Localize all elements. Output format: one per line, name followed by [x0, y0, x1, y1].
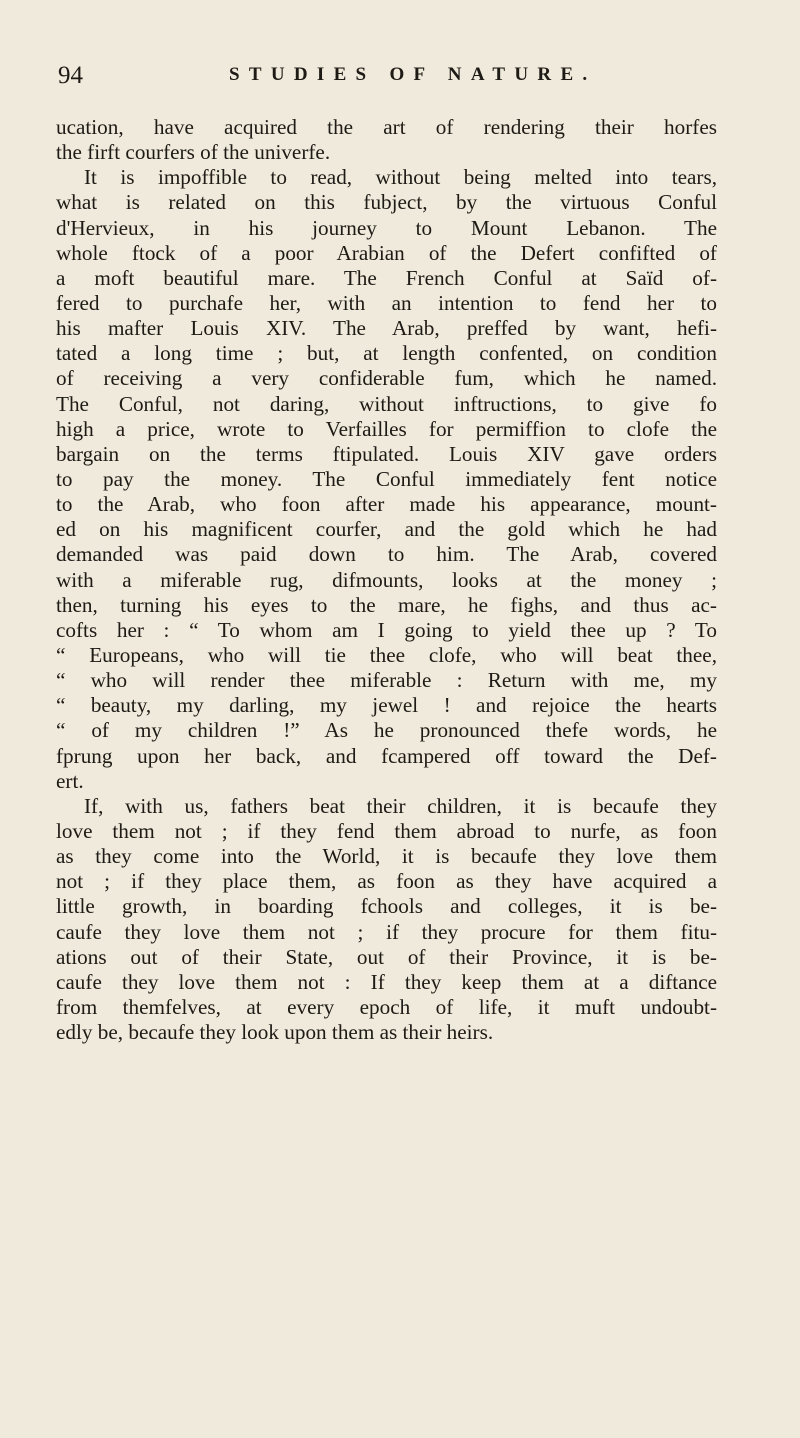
- text-line: bargain on the terms ftipulated. Louis XIV gave orders: [56, 441, 717, 466]
- text-line: caufe they love them not : If they keep them at a diftance: [56, 969, 717, 994]
- text-line: ations out of their State, out of their Province, it is be-: [56, 944, 717, 969]
- text-line: fered to purchafe her, with an intention to fend her to: [56, 290, 717, 315]
- text-line: “ who will render thee miferable : Return with me, my: [56, 668, 717, 693]
- text-line: “ of my children !” As he pronounced thefe words, he: [56, 718, 717, 743]
- text-line: to the Arab, who foon after made his appearance, mount-: [56, 492, 717, 517]
- text-line: caufe they love them not ; if they procure for them fitu-: [56, 919, 717, 944]
- text-line: to pay the money. The Conful immediately fent notice: [56, 466, 717, 491]
- text-line: tated a long time ; but, at length confented, on condition: [56, 341, 717, 366]
- text-line: It is impoffible to read, without being melted into tears,: [84, 165, 717, 190]
- text-line: ucation, have acquired the art of rendering their horfes: [56, 115, 717, 139]
- text-line: edly be, becaufe they look upon them as their heirs.: [56, 1020, 494, 1045]
- text-line: then, turning his eyes to the mare, he fighs, and thus ac-: [56, 592, 717, 617]
- text-line: If, with us, fathers beat their children, it is becaufe they: [84, 793, 717, 818]
- text-line: as they come into the World, it is becaufe they love them: [56, 844, 717, 869]
- text-line: his mafter Louis XIV. The Arab, preffed by want, hefi-: [56, 316, 717, 341]
- text-line: love them not ; if they fend them abroad to nurfe, as foon: [56, 818, 717, 843]
- text-line: what is related on this fubject, by the virtuous Conful: [56, 190, 717, 215]
- text-line: fprung upon her back, and fcampered off toward the Def-: [56, 743, 717, 768]
- running-head: STUDIES OF NATURE.: [229, 64, 597, 85]
- text-line: cofts her : “ To whom am I going to yield thee up ? To: [56, 617, 717, 642]
- text-line: “ Europeans, who will tie thee clofe, who will beat thee,: [56, 642, 717, 667]
- text-line: of receiving a very confiderable fum, which he named.: [56, 366, 717, 391]
- text-line: The Conful, not daring, without inftructions, to give fo: [56, 391, 717, 416]
- text-line: d'Hervieux, in his journey to Mount Lebanon. The: [56, 215, 717, 240]
- text-line: from themfelves, at every epoch of life, it muft undoubt-: [56, 994, 717, 1019]
- text-line: ert.: [56, 768, 84, 793]
- text-line: little growth, in boarding fchools and colleges, it is be-: [56, 894, 717, 919]
- text-line: with a miferable rug, difmounts, looks at the money ;: [56, 567, 717, 592]
- page-header: [58, 58, 698, 98]
- text-line: high a price, wrote to Verfailles for permiffion to clofe the: [56, 416, 717, 441]
- text-line: whole ftock of a poor Arabian of the Defert confifted of: [56, 240, 717, 265]
- text-line: the firft courfers of the univerfe.: [56, 140, 331, 165]
- text-line: “ beauty, my darling, my jewel ! and rejoice the hearts: [56, 693, 717, 718]
- page-number: 94: [58, 62, 83, 89]
- text-line: demanded was paid down to him. The Arab, covered: [56, 542, 717, 567]
- text-line: not ; if they place them, as foon as they have acquired a: [56, 869, 717, 894]
- text-line: ed on his magnificent courfer, and the gold which he had: [56, 517, 717, 542]
- body-text: [56, 115, 717, 1045]
- text-line: a moft beautiful mare. The French Conful at Saïd of-: [56, 265, 717, 290]
